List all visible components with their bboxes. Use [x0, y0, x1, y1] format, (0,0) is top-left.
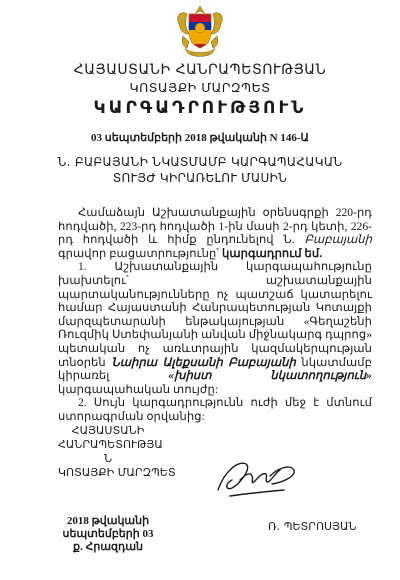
handwritten-signature-icon — [210, 450, 300, 510]
p1-text-c: կարգապահական տույժը: — [58, 382, 219, 396]
intro-text-a: Համաձայն Աշխատանքային օրենսգրքի 220-րդ հոդվածի, 223-րդ հոդվածի 1-ին մասի 2-րդ կետի, 226-րդ հոդվածի և հիմք ընդունելով Ն. — [58, 206, 372, 247]
sig-title-line-2: ՀԱՆՐԱՊԵՏՈՒԹՅԱ — [58, 438, 163, 451]
sig-title-line-1: ՀԱՅԱՍՏԱՆԻ — [71, 424, 145, 437]
paragraph-2: 2. Սույն կարգադրությունն ուժի մեջ է մտնում ստորագրման օրվանից: — [58, 396, 372, 423]
paragraph-1 — [58, 260, 372, 396]
signer-name: Ռ. ՊԵՏՐՈՍՅԱՆ — [268, 520, 357, 533]
p1-text-b: նկատմամբ կիրառել — [58, 355, 372, 383]
p1-penalty: «խիստ նկատողություն» — [168, 369, 372, 383]
signature-title-block — [58, 424, 176, 480]
sig-date-line-1: 2018 թվականի — [66, 515, 150, 527]
sig-title-line-4: ԿՈՏԱՅՔԻ ՄԱՐԶՊԵՏ — [58, 466, 176, 479]
decree-title-line-1: Ն. ԲԱԲԱՅԱՆԻ ՆԿԱՏՄԱՄԲ ԿԱՐԳԱՊԱՀԱԿԱՆ — [57, 155, 343, 169]
decree-date-number: 03 սեպտեմբերի 2018 թվականի N 146-Ա — [91, 132, 309, 144]
header-line-2: ԿՈՏԱՅՔԻ ՄԱՐԶՊԵՏ — [129, 80, 271, 95]
decree-title-line-2: ՏՈՒՅԺ ԿԻՐԱՌԵԼՈՒ ՄԱՍԻՆ — [112, 171, 288, 185]
sig-date-line-3: ք. Հրազդան — [72, 541, 144, 553]
decree-body — [58, 206, 372, 424]
p1-name: Նաիրա Ալեքսանի Բաբայանի — [111, 355, 296, 369]
p1-text-a: 1. Աշխատանքային կարգապահությունը խախտելու՝ աշխատանքային պարտականությունները ոչ պատշաճ կատարելու համար Հայաստանի Հանրապետության Կոտայքի մարզպետարանի ենթակայության «Գեղաշենի Ռուզմիկ Ստեփանյանի անվան միջնակարգ դպրոց» պետական ոչ առևտրային կազմակերպության տնօրեն — [58, 260, 372, 369]
document-type-heading: ԿԱՐԳԱԴՐՈՒԹՅՈՒՆ — [93, 98, 307, 118]
signature-date-block — [58, 515, 158, 554]
sig-title-line-3: Ն — [103, 452, 113, 465]
intro-paragraph — [58, 206, 372, 260]
intro-text-b: գրավոր բացատրությունը՝ — [58, 246, 220, 260]
armenia-coat-of-arms-icon — [173, 4, 227, 60]
header-line-1: ՀԱՅԱՍՏԱՆԻ ՀԱՆՐԱՊԵՏՈՒԹՅԱՆ — [73, 62, 327, 78]
intro-decree: կարգադրում եմ. — [221, 246, 323, 260]
sig-date-line-2: սեպտեմբերի 03 — [62, 528, 154, 540]
intro-name: Բաբայանի — [304, 233, 372, 247]
